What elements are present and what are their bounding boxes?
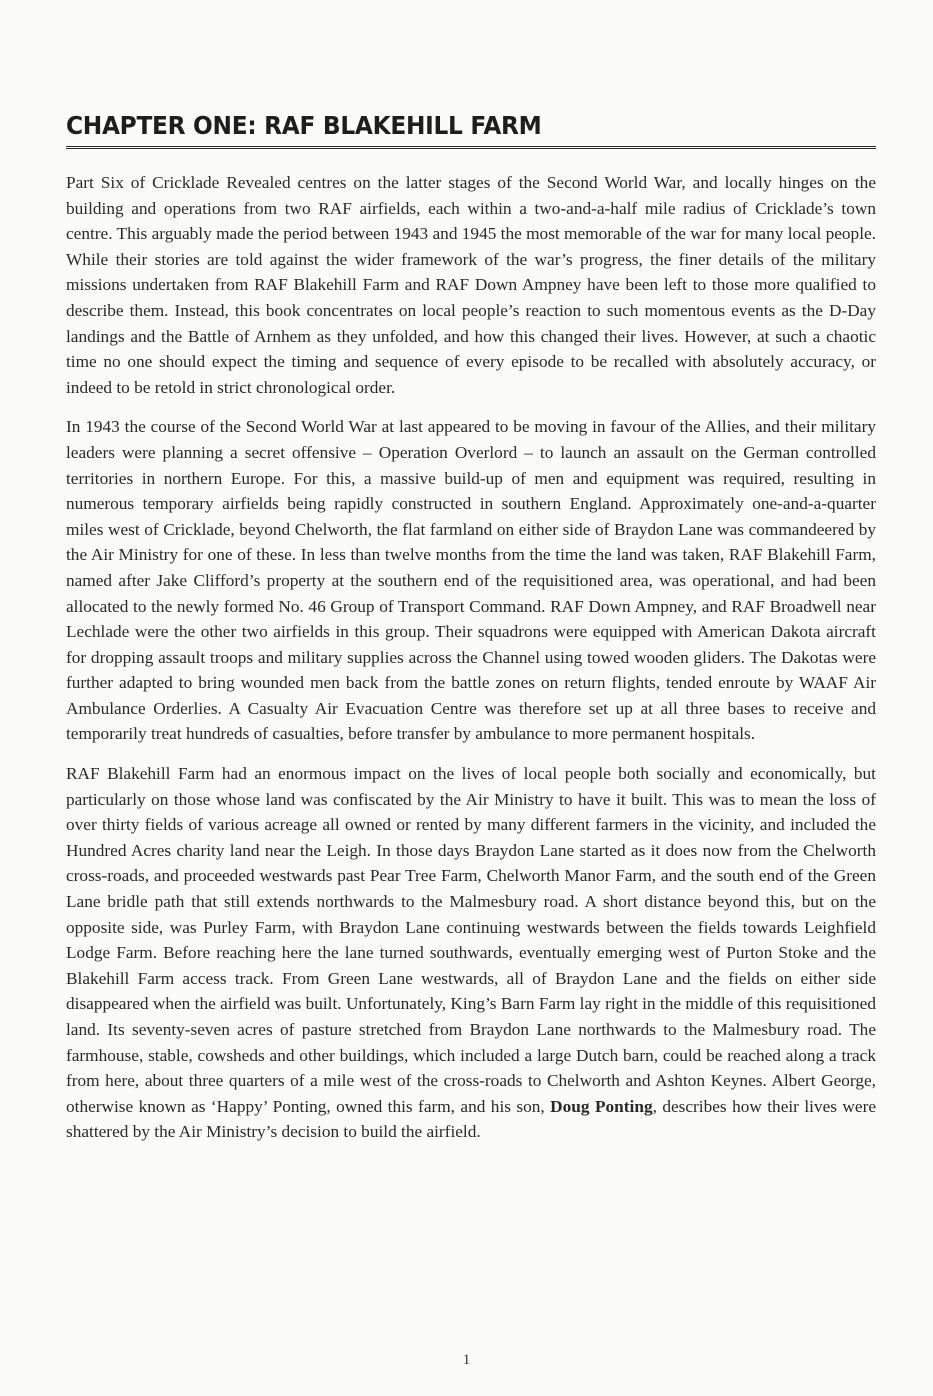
chapter-header	[66, 108, 876, 149]
paragraph-2: In 1943 the course of the Second World War at last appeared to be moving in favour of the Allies, and their military leaders were planning a secret offensive – Operation Overlord – to launch an assault on the German controlled territories in northern Europe. For this, a massive build-up of men and equipment was required, resulting in numerous temporary airfields being rapidly constructed in southern England. Approximately one-and-a-quarter miles west of Cricklade, beyond Chelworth, the flat farmland on either side of Braydon Lane was commandeered by the Air Ministry for one of these. In less than twelve months from the time the land was taken, RAF Blakehill Farm, named after Jake Clifford’s property at the southern end of the requisitioned area, was operational, and had been allocated to the newly formed No. 46 Group of Transport Command. RAF Down Ampney, and RAF Broadwell near Lechlade were the other two airfields in this group. Their squadrons were equipped with American Dakota aircraft for dropping assault troops and military supplies across the Channel using towed wooden gliders. The Dakotas were further adapted to bring wounded men back from the battle zones on return flights, tended enroute by WAAF Air Ambulance Orderlies. A Casualty Air Evacuation Centre was therefore set up at all three bases to receive and temporarily treat hundreds of casualties, before transfer by ambulance to more permanent hospitals.	[66, 417, 876, 744]
page-number: 1	[462, 1352, 471, 1368]
paragraph-1: Part Six of Cricklade Revealed centres on the latter stages of the Second World War, and locally hinges on the building and operations from two RAF airfields, each within a two-and-a-half mile radius of Cricklade’s town centre. This arguably made the period between 1943 and 1945 the most memorable of the war for many local people. While their stories are told against the wider framework of the war’s progress, the finer details of the military missions undertaken from RAF Blakehill Farm and RAF Down Ampney have been left to those more qualified to describe them. Instead, this book concentrates on local people’s reaction to such momentous events as the D-Day landings and the Battle of Arnhem as they unfolded, and how this changed their lives. However, at such a chaotic time no one should expect the timing and sequence of every episode to be recalled with absolutely accuracy, or indeed to be retold in strict chronological order.	[66, 173, 876, 397]
paragraph-3-text-after: , describes how their lives were shattered by the Air Ministry’s decision to build the airfield.	[66, 1096, 876, 1142]
title-underline	[66, 146, 876, 149]
chapter-title: CHAPTER ONE: RAF BLAKEHILL FARM	[66, 111, 542, 140]
paragraph-3	[66, 761, 876, 1145]
paragraph-3-text-before: RAF Blakehill Farm had an enormous impact on the lives of local people both socially and economically, but particularly on those whose land was confiscated by the Air Ministry to have it built. This was to mean the loss of over thirty fields of various acreage all owned or rented by many different farmers in the vicinity, and included the Hundred Acres charity land near the Leigh. In those days Braydon Lane started as it does now from the Chelworth cross-roads, and proceeded westwards past Pear Tree Farm, Chelworth Manor Farm, and the south end of the Green Lane bridle path that still extends northwards to the Malmesbury road. A short distance beyond this, but on the opposite side, was Purley Farm, with Braydon Lane continuing westwards between the fields towards Leighfield Lodge Farm. Before reaching here the lane turned southwards, eventually emerging west of Purton Stoke and the Blakehill Farm access track. From Green Lane westwards, all of Braydon Lane and the fields on either side disappeared when the airfield was built. Unfortunately, King’s Barn Farm lay right in the middle of this requisitioned land. Its seventy-seven acres of pasture stretched from Braydon Lane northwards to the Malmesbury road. The farmhouse, stable, cowsheds and other buildings, which included a large Dutch barn, could be reached along a track from here, about three quarters of a mile west of the cross-roads to Chelworth and Ashton Keynes. Albert George, otherwise known as ‘Happy’ Ponting, owned this farm, and his son,	[66, 764, 876, 1116]
bold-name-doug-ponting: Doug Ponting	[550, 1096, 653, 1116]
body-text	[66, 170, 876, 1159]
